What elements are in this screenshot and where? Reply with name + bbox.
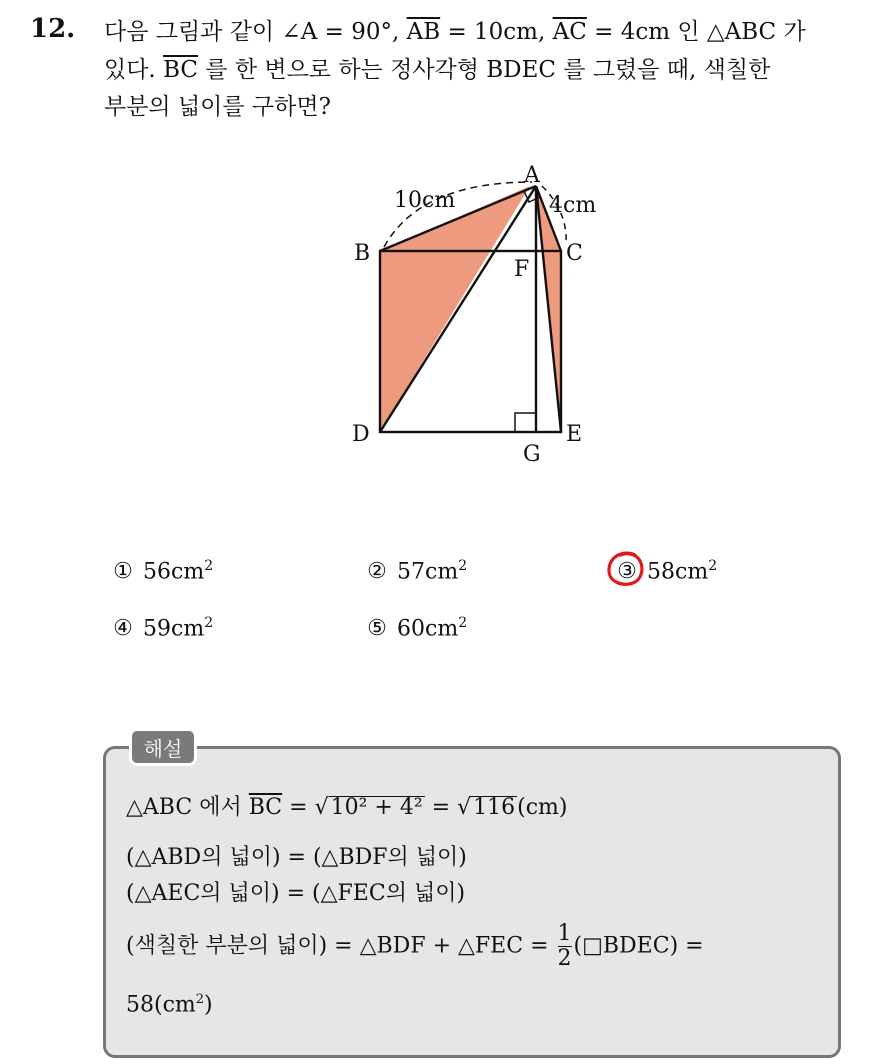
choice-number: ② (367, 559, 387, 585)
choice-exponent: 2 (204, 558, 214, 574)
choice-number: ⑤ (367, 616, 387, 642)
fraction-denominator: 2 (557, 946, 572, 971)
choice-1[interactable] (110, 558, 213, 584)
question-line-3: 부분의 넓이를 구하면? (104, 94, 331, 120)
exponent: 2 (195, 992, 205, 1007)
choice-exponent: 2 (708, 558, 718, 574)
solution-line-4 (126, 922, 704, 971)
label-e: E (566, 422, 583, 447)
label-ab-length: 10cm (394, 188, 456, 213)
choice-value: 60cm (397, 616, 459, 642)
choice-5[interactable] (364, 615, 467, 641)
label-a: A (524, 163, 540, 188)
question-number: 12. (30, 14, 76, 44)
choice-value: 58cm (647, 559, 709, 585)
choice-number: ① (113, 559, 133, 585)
radicand-2: 116 (473, 795, 516, 820)
q-text: 를 한 변으로 하는 정사각형 BDEC 를 그렸을 때, 색칠한 (198, 57, 771, 83)
solution-line-2: (△ABD의 넓이) = (△BDF의 넓이) (126, 845, 467, 870)
solution-line-1 (126, 790, 567, 821)
solution-line-5 (126, 992, 213, 1017)
label-f: F (514, 257, 530, 282)
solution-tab: 해설 (129, 728, 197, 766)
segment-bc: $\overline{BC}$ (163, 57, 198, 83)
segment-bc: $\overline{BC}$ (248, 795, 283, 820)
choice-exponent: 2 (458, 558, 468, 574)
sol-text: (cm) (517, 795, 568, 820)
q-text: 다음 그림과 같이 ∠A = 90°, (104, 19, 407, 45)
radicand-1: 10² + 4² (330, 795, 423, 820)
right-angle-g (515, 413, 536, 432)
choice-number: ③ (617, 559, 637, 585)
choice-exponent: 2 (458, 615, 468, 631)
sol-text: △ABC 에서 (126, 795, 249, 820)
label-ac-length: 4cm (549, 193, 597, 218)
sol-text: 58(cm (126, 992, 196, 1018)
choice-value: 59cm (143, 616, 205, 642)
label-c: C (566, 241, 583, 266)
solution-line-3: (△AEC의 넓이) = (△FEC의 넓이) (126, 881, 466, 906)
sol-text: (□BDEC) = (573, 933, 704, 959)
sol-text: = (282, 795, 315, 820)
choice-value: 56cm (143, 559, 205, 585)
label-d: D (352, 422, 370, 447)
sqrt-sign: √ (314, 795, 329, 820)
q-text: = 10cm, (440, 19, 553, 45)
geometry-figure (0, 0, 884, 520)
sol-text: ) (204, 992, 213, 1018)
choice-value: 57cm (397, 559, 459, 585)
fraction-one-half (558, 922, 572, 971)
q-text: 있다. (104, 57, 164, 83)
segment-ac: $\overline{AC}$ (552, 19, 587, 45)
choice-exponent: 2 (204, 615, 214, 631)
sqrt-sign: √ (457, 795, 472, 820)
sol-text: (색칠한 부분의 넓이) = △BDF + △FEC = (126, 933, 556, 959)
q-text: = 4cm 인 △ABC 가 (586, 19, 806, 45)
choice-2[interactable] (364, 558, 467, 584)
segment-ab: $\overline{AB}$ (406, 19, 441, 45)
choice-4[interactable] (110, 615, 213, 641)
label-b: B (354, 241, 371, 266)
fraction-numerator: 1 (557, 921, 572, 946)
choice-3[interactable] (614, 558, 717, 584)
sol-text: = (424, 795, 458, 820)
choice-number: ④ (113, 616, 133, 642)
label-g: G (523, 442, 541, 467)
